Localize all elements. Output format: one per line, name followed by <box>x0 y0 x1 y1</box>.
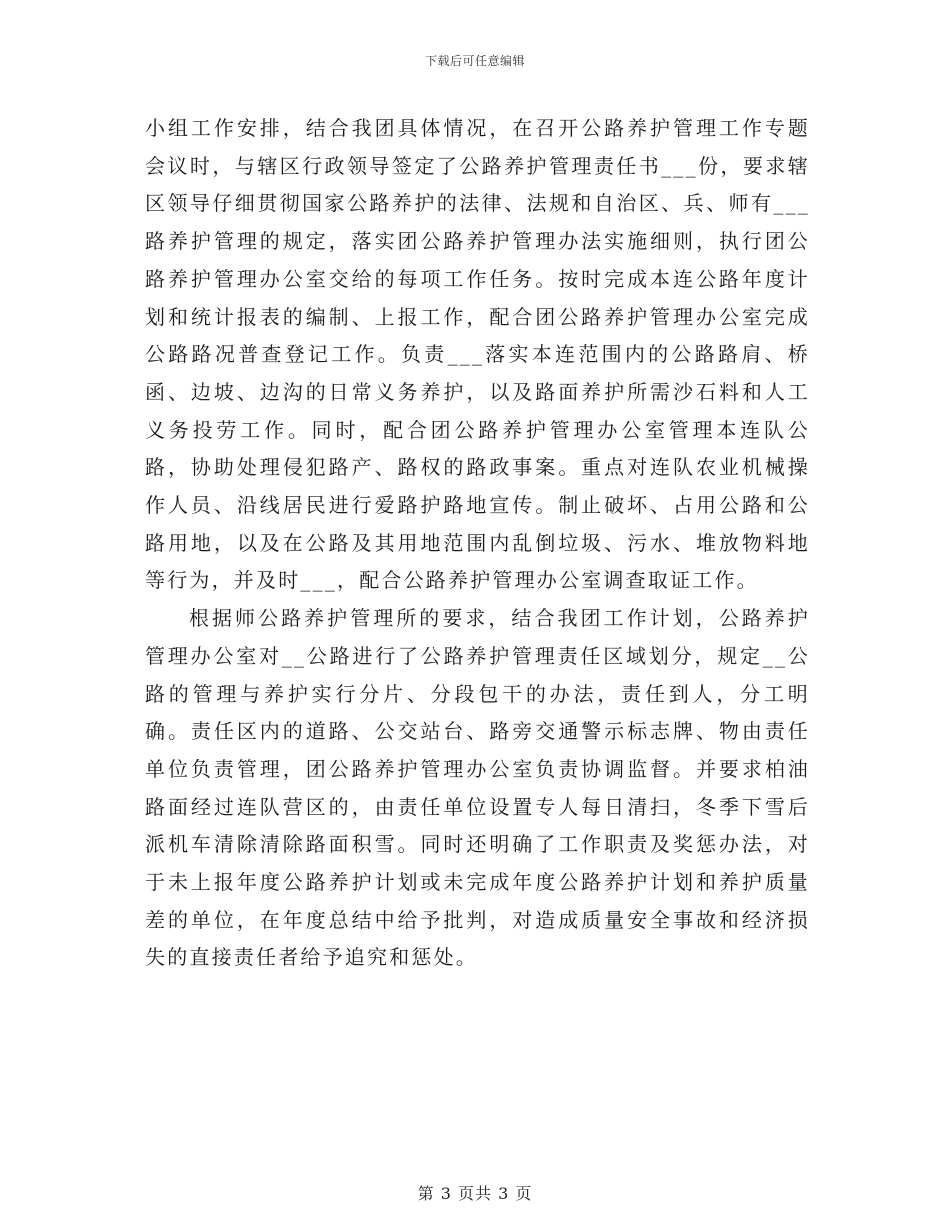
paragraph-1: 小组工作安排，结合我团具体情况，在召开公路养护管理工作专题会议时，与辖区行政领导签定了公路养护管理责任书___份，要求辖区领导仔细贯彻国家公路养护的法律、法规和自治区、兵、师有___路养护管理的规定，落实团公路养护管理办法实施细则，执行团公路养护管理办公室交给的每项工作任务。按时完成本连公路年度计划和统计报表的编制、上报工作，配合团公路养护管理办公室完成公路路况普查登记工作。负责___落实本连范围内的公路路肩、桥函、边坡、边沟的日常义务养护，以及路面养护所需沙石料和人工义务投劳工作。同时，配合团公路养护管理办公室管理本连队公路，协助处理侵犯路产、路权的路政事案。重点对连队农业机械操作人员、沿线居民进行爱路护路地宣传。制止破坏、占用公路和公路用地，以及在公路及其用地范围内乱倒垃圾、污水、堆放物料地等行为，并及时___，配合公路养护管理办公室调查取证工作。 <box>145 116 810 593</box>
page-header: 下载后可任意编辑 <box>424 54 525 68</box>
document-body <box>145 110 810 977</box>
page-number-footer: 第 3 页共 3 页 <box>417 1184 533 1203</box>
paragraph-2: 根据师公路养护管理所的要求，结合我团工作计划，公路养护管理办公室对__公路进行了公路养护管理责任区域划分，规定__公路的管理与养护实行分片、分段包干的办法，责任到人，分工明确。责任区内的道路、公交站台、路旁交通警示标志牌、物由责任单位负责管理，团公路养护管理办公室负责协调监督。并要求柏油路面经过连队营区的，由责任单位设置专人每日清扫，冬季下雪后派机车清除清除路面积雪。同时还明确了工作职责及奖惩办法，对于未上报年度公路养护计划或未完成年度公路养护计划和养护质量差的单位，在年度总结中给予批判，对造成质量安全事故和经济损失的直接责任者给予追究和惩处。 <box>145 606 810 970</box>
